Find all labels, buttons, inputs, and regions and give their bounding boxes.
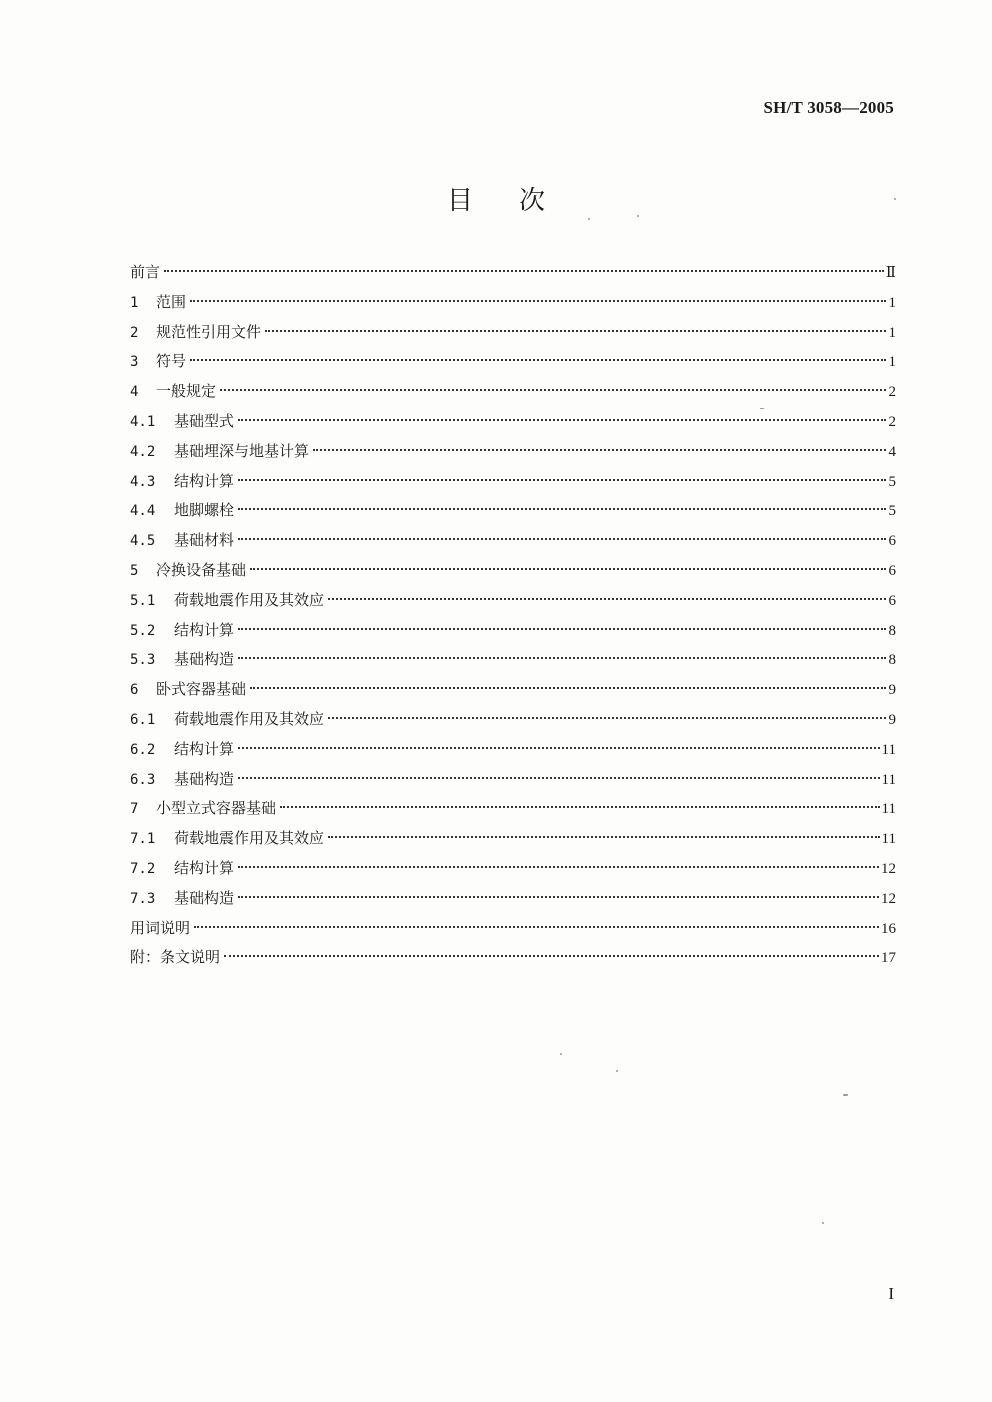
toc-entry[interactable] bbox=[130, 586, 896, 616]
toc-entry-page: 4 bbox=[888, 443, 896, 460]
scan-speck bbox=[822, 1222, 824, 1224]
toc-entry-number: 6.1 bbox=[130, 711, 156, 728]
toc-entry[interactable] bbox=[130, 794, 896, 824]
toc-entry-page: 2 bbox=[888, 384, 896, 401]
toc-entry-label: 卧式容器基础 bbox=[156, 680, 247, 699]
toc-dot-leader bbox=[238, 896, 879, 898]
toc-entry-page: 11 bbox=[881, 831, 896, 848]
toc-entry-page: 6 bbox=[888, 533, 896, 550]
toc-entry-number: 7.2 bbox=[130, 860, 156, 877]
toc-entry-label: 基础型式 bbox=[174, 411, 235, 430]
toc-dot-leader bbox=[238, 657, 886, 659]
toc-entry[interactable] bbox=[130, 735, 896, 765]
toc-entry-label: 荷载地震作用及其效应 bbox=[174, 829, 325, 848]
toc-entry-number: 6.3 bbox=[130, 771, 156, 788]
toc-dot-leader bbox=[194, 926, 879, 928]
toc-dot-leader bbox=[250, 687, 886, 689]
toc-entry[interactable] bbox=[130, 437, 896, 467]
toc-entry-label: 前言 bbox=[130, 263, 161, 281]
toc-entry-page: 2 bbox=[888, 413, 896, 430]
toc-dot-leader bbox=[250, 568, 886, 570]
toc-entry-page: 5 bbox=[888, 503, 896, 520]
toc-entry-label: 基础构造 bbox=[174, 769, 235, 788]
toc-entry-page: 12 bbox=[881, 890, 896, 907]
toc-entry-page: 12 bbox=[881, 860, 896, 877]
toc-entry[interactable] bbox=[130, 675, 896, 705]
toc-entry[interactable] bbox=[130, 943, 896, 973]
toc-entry-number: 5.3 bbox=[130, 652, 156, 669]
toc-entry[interactable] bbox=[130, 765, 896, 795]
toc-entry-number: 4 bbox=[130, 384, 139, 401]
scan-speck bbox=[894, 198, 896, 200]
toc-entry-page: 1 bbox=[888, 324, 896, 341]
toc-entry-number: 5 bbox=[130, 562, 139, 579]
toc-entry-page: 11 bbox=[881, 801, 896, 818]
toc-entry-label: 结构计算 bbox=[174, 471, 235, 490]
toc-dot-leader bbox=[265, 330, 886, 332]
toc-entry-page: 17 bbox=[881, 950, 896, 967]
toc-entry-label: 基础材料 bbox=[174, 531, 235, 550]
toc-entry[interactable] bbox=[130, 407, 896, 437]
scan-speck bbox=[760, 408, 764, 409]
toc-entry-page: 1 bbox=[888, 354, 896, 371]
toc-entry-label: 结构计算 bbox=[174, 739, 235, 758]
toc-entry-page: 8 bbox=[888, 622, 896, 639]
toc-entry[interactable] bbox=[130, 526, 896, 556]
toc-entry-label: 符号 bbox=[156, 352, 187, 371]
toc-entry-number: 7.3 bbox=[130, 890, 156, 907]
toc-entry[interactable] bbox=[130, 854, 896, 884]
toc-entry-page: 8 bbox=[888, 652, 896, 669]
toc-dot-leader bbox=[328, 598, 886, 600]
toc-entry-page: 11 bbox=[881, 741, 896, 758]
toc-entry-label: 荷载地震作用及其效应 bbox=[174, 709, 325, 728]
toc-entry[interactable] bbox=[130, 616, 896, 646]
toc-dot-leader bbox=[190, 300, 886, 302]
toc-entry-page: 6 bbox=[888, 562, 896, 579]
toc-entry-label: 地脚螺栓 bbox=[174, 501, 235, 520]
toc-entry[interactable] bbox=[130, 705, 896, 735]
toc-dot-leader bbox=[238, 747, 880, 749]
toc-dot-leader bbox=[328, 717, 886, 719]
toc-dot-leader bbox=[280, 806, 880, 808]
scan-speck bbox=[588, 218, 590, 220]
toc-dot-leader bbox=[238, 419, 886, 421]
toc-dot-leader bbox=[238, 508, 886, 510]
toc-entry-number: 5.2 bbox=[130, 622, 156, 639]
toc-entry-number: 4.3 bbox=[130, 473, 156, 490]
toc-entry-page: Ⅱ bbox=[885, 265, 896, 281]
toc-entry-label: 冷换设备基础 bbox=[156, 560, 247, 579]
toc-entry-number: 6 bbox=[130, 682, 139, 699]
scan-speck bbox=[616, 1070, 618, 1072]
toc-entry[interactable] bbox=[130, 884, 896, 914]
toc-entry[interactable] bbox=[130, 258, 896, 288]
toc-entry[interactable] bbox=[130, 288, 896, 318]
toc-entry-number: 4.4 bbox=[130, 503, 156, 520]
scan-speck bbox=[843, 1094, 848, 1096]
scan-speck bbox=[637, 215, 639, 217]
toc-entry-number: 4.2 bbox=[130, 443, 156, 460]
toc-entry-page: 9 bbox=[888, 682, 896, 699]
toc-entry-label: 附：条文说明 bbox=[130, 948, 221, 967]
toc-entry-page: 1 bbox=[888, 294, 896, 311]
toc-entry-page: 11 bbox=[881, 771, 896, 788]
table-of-contents bbox=[130, 258, 896, 973]
toc-entry[interactable] bbox=[130, 914, 896, 944]
toc-entry-number: 1 bbox=[130, 294, 139, 311]
toc-dot-leader bbox=[164, 270, 884, 272]
page-number: I bbox=[888, 1284, 894, 1303]
toc-dot-leader bbox=[220, 389, 886, 391]
toc-entry-number: 7 bbox=[130, 801, 139, 818]
toc-entry-number: 7.1 bbox=[130, 831, 156, 848]
toc-entry-number: 2 bbox=[130, 324, 139, 341]
toc-dot-leader bbox=[313, 449, 886, 451]
toc-dot-leader bbox=[238, 479, 886, 481]
toc-entry-label: 范围 bbox=[156, 292, 187, 311]
toc-entry-label: 基础构造 bbox=[174, 650, 235, 669]
toc-entry[interactable] bbox=[130, 318, 896, 348]
toc-entry-number: 4.1 bbox=[130, 413, 156, 430]
toc-entry-page: 9 bbox=[888, 711, 896, 728]
toc-dot-leader bbox=[238, 628, 886, 630]
toc-entry-number: 5.1 bbox=[130, 592, 156, 609]
toc-dot-leader bbox=[238, 538, 886, 540]
toc-entry-label: 荷载地震作用及其效应 bbox=[174, 590, 325, 609]
toc-entry-number: 6.2 bbox=[130, 741, 156, 758]
toc-dot-leader bbox=[224, 955, 879, 957]
toc-entry-label: 基础构造 bbox=[174, 888, 235, 907]
toc-entry-label: 结构计算 bbox=[174, 620, 235, 639]
toc-dot-leader bbox=[328, 836, 880, 838]
toc-entry[interactable] bbox=[130, 824, 896, 854]
toc-entry-label: 用词说明 bbox=[130, 918, 191, 937]
toc-entry[interactable] bbox=[130, 496, 896, 526]
toc-entry-label: 基础埋深与地基计算 bbox=[174, 441, 310, 460]
toc-dot-leader bbox=[238, 777, 880, 779]
toc-title: 目次 bbox=[446, 186, 591, 216]
scan-speck bbox=[560, 1053, 562, 1055]
toc-dot-leader bbox=[190, 359, 886, 361]
toc-entry-page: 5 bbox=[888, 473, 896, 490]
toc-dot-leader bbox=[238, 866, 879, 868]
toc-entry[interactable] bbox=[130, 347, 896, 377]
toc-entry[interactable] bbox=[130, 556, 896, 586]
toc-entry[interactable] bbox=[130, 467, 896, 497]
toc-entry-number: 4.5 bbox=[130, 533, 156, 550]
toc-entry-label: 规范性引用文件 bbox=[156, 322, 262, 341]
toc-entry-label: 小型立式容器基础 bbox=[156, 799, 277, 818]
toc-entry-label: 结构计算 bbox=[174, 858, 235, 877]
toc-entry-page: 16 bbox=[881, 920, 896, 937]
toc-entry[interactable] bbox=[130, 645, 896, 675]
toc-entry-label: 一般规定 bbox=[156, 382, 217, 401]
toc-entry[interactable] bbox=[130, 377, 896, 407]
toc-entry-number: 3 bbox=[130, 354, 139, 371]
document-code: SH/T 3058—2005 bbox=[763, 98, 894, 117]
toc-entry-page: 6 bbox=[888, 592, 896, 609]
